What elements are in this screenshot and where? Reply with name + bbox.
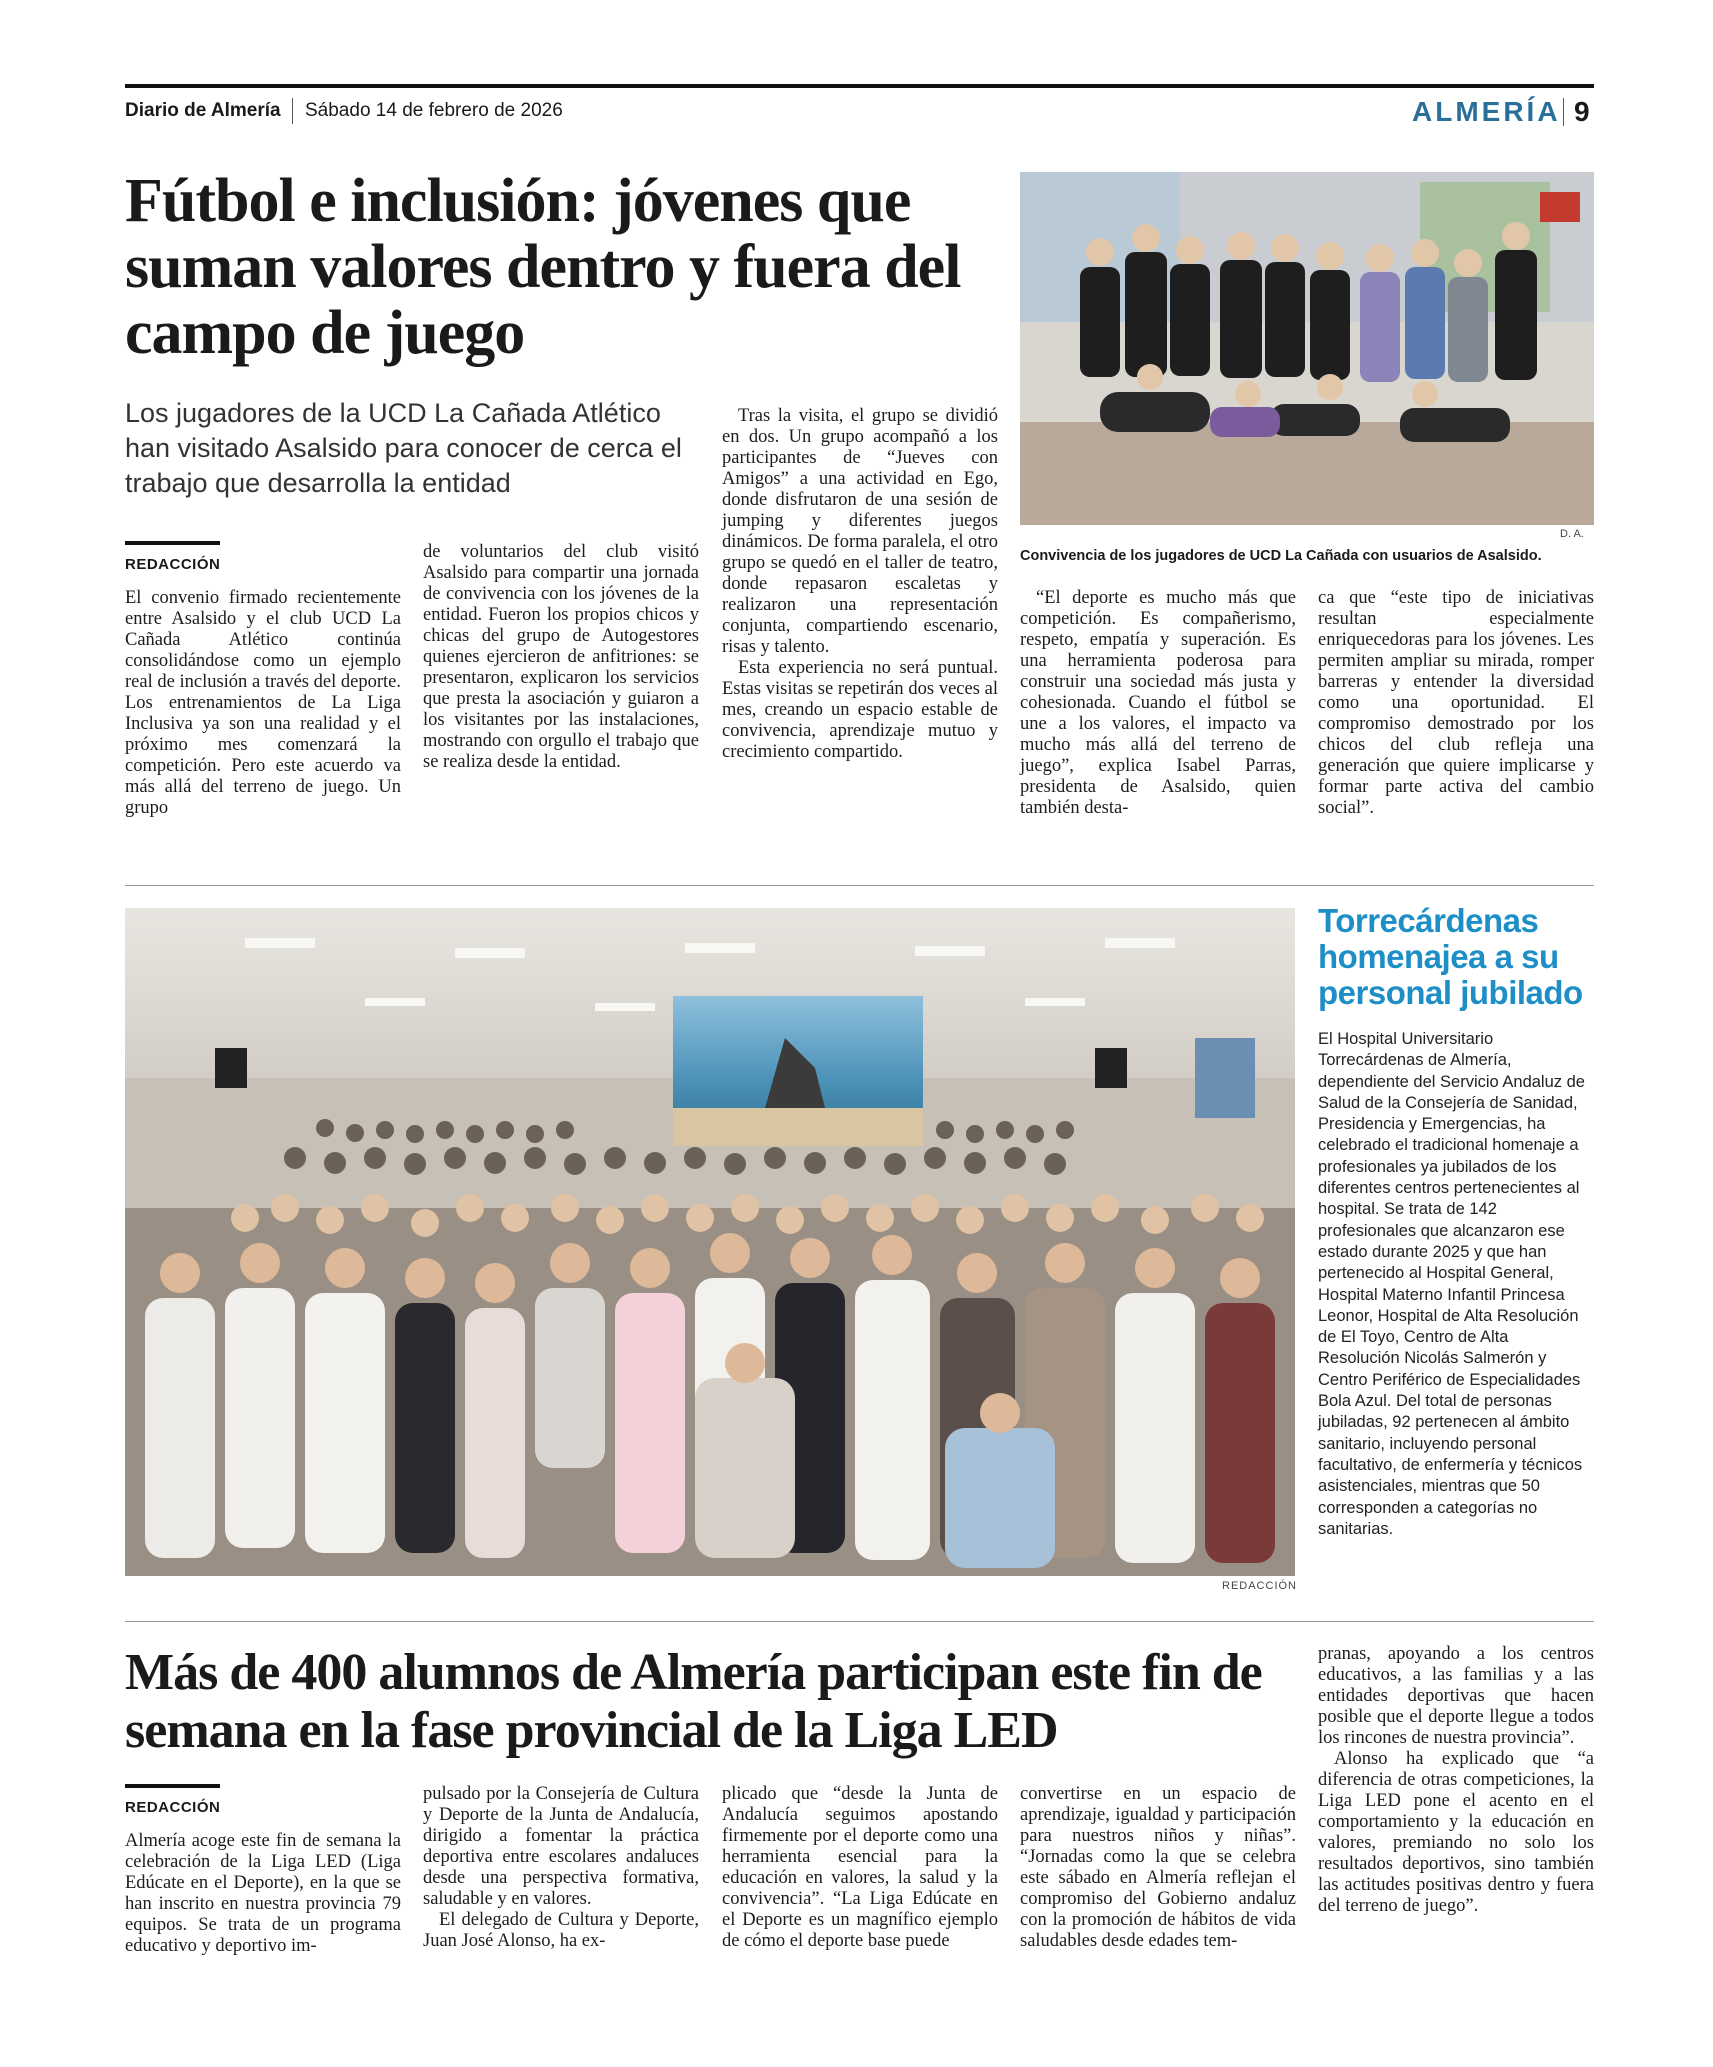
top-rule [125,84,1594,88]
article2-column-3 [722,1784,998,1952]
page-number: 9 [1574,96,1590,127]
article2-col5-para2: Alonso ha explicado que “a diferencia de otras competiciones, la Liga LED pone el acento en el comportamiento y la educación en valores, premiando no solo los resultados deportivos, sino también las actitudes positivas dentro y fuera del terreno de juego”. [1318,1749,1594,1916]
section-divider-2 [125,1621,1594,1622]
article2-column-1 [125,1831,401,1957]
sidebar-body: El Hospital Universitario Torrecárdenas de Almería, dependiente del Servicio Andaluz de Salud de la Consejería de Sanidad, Presidencia y Emergencias, ha celebrado el tradicional homenaje a profesionales ya jubilados de los diferentes centros pertenecientes al hospital. Se trata de 142 profesionales que alcanzaron ese estado durante 2025 y que han pertenecido al Hospital General, Hospital Materno Infantil Princesa Leonor, Hospital de Alta Resolución de El Toyo, Centro de Alta Resolución Nicolás Salmerón y Centro Periférico de Especialidades Bola Azul. Del total de personas jubiladas, 92 pertenecen al ámbito sanitario, incluyendo personal facultativo, de enfermería y técnicos asistenciales, mientras que 50 corresponden a categorías no sanitarias. [1318,1030,1585,1538]
article1-headline: Fútbol e inclusión: jóvenes que suman valores dentro y fuera del campo de juego [125,167,961,367]
article1-photo-credit: D. A. [1560,528,1584,540]
article2-column-2 [423,1784,699,1952]
article1-column-3 [722,406,998,763]
article1-photo-caption: Convivencia de los jugadores de UCD La Cañada con usuarios de Asalsido. [1020,548,1542,564]
auditorium-group-photo [125,908,1295,1576]
article1-col1-text: El convenio firmado recientemente entre Asalsido y el club UCD La Cañada Atlético continúa consolidándose como un ejemplo real de inclusión a través del deporte. Los entrenamientos de La Liga Inclusiva ya son una realidad y el próximo mes comenzará la competición. Pero este acuerdo va más allá del terreno de juego. Un grupo [125,588,401,818]
hospital-tribute-photo [125,908,1295,1576]
article2-col2-para1: pulsado por la Consejería de Cultura y Deporte de la Junta de Andalucía, dirigido a fomentar la práctica deportiva entre escolares andaluces desde una perspectiva formativa, saludable y en valores. [423,1784,699,1909]
article2-col2-para2: El delegado de Cultura y Deporte, Juan José Alonso, ha ex- [423,1910,699,1951]
article1-col2-text: de voluntarios del club visitó Asalsido para compartir una jornada de convivencia con los jóvenes de la entidad. Fueron los propios chicos y chicas del grupo de Autogestores quienes ejercieron de anfitriones: se presentaron, explicaron los servicios que presta la asociación y guiaron a los visitantes por las instalaciones, mostrando con orgullo el trabajo que se realiza desde la entidad. [423,542,699,772]
hospital-photo-credit: REDACCIÓN [1222,1580,1298,1592]
publication-date: Sábado 14 de febrero de 2026 [305,100,563,121]
article1-col5-text: ca que “este tipo de iniciativas resultan especialmente enriquecedoras para los jóvenes. Les permiten ampliar su mirada, romper barreras y entender la diversidad como una oportunidad. El compromiso demostrado por los chicos del club refleja una generación que quiere implicarse y formar parte activa del cambio social”. [1318,588,1594,818]
article2-column-4 [1020,1784,1296,1952]
section-divider [125,885,1594,886]
article1-column-1 [125,588,401,819]
section-name: ALMERÍA [1412,96,1561,127]
team-group-photo [1020,172,1594,525]
article2-byline-bar [125,1784,220,1788]
article2-column-5 [1318,1644,1594,1917]
article1-column-4 [1020,588,1296,819]
article1-photo [1020,172,1594,525]
article1-column-2 [423,542,699,773]
article2-col1-text: Almería acoge este fin de semana la celebración de la Liga LED (Liga Edúcate en el Deporte), en la que se han inscrito en nuestra provincia 79 equipos. Se trata de un programa educativo y deportivo im- [125,1831,401,1956]
article2-col5-para1: pranas, apoyando a los centros educativos, a las familias y a las entidades deportivas que hacen posible que el deporte llegue a todos los rincones de nuestra provincia”. [1318,1644,1594,1748]
article1-col3-para1: Tras la visita, el grupo se dividió en dos. Un grupo acompañó a los participantes de “Jueves con Amigos” a una actividad en Ego, donde disfrutaron de una sesión de jumping y diferentes juegos dinámicos. De forma paralela, el otro grupo se quedó en el taller de teatro, donde repasaron escaletas y realizaron una representación conjunta, compartiendo escenario, risas y talento. [722,406,998,657]
article1-byline-bar [125,541,220,545]
article2-col4-text: convertirse en un espacio de aprendizaje, igualdad y participación para nuestros niños y niñas”. “Jornadas como la que se celebra este sábado en Almería reflejan el compromiso del Gobierno andaluz con la promoción de hábitos de vida saludables desde edades tem- [1020,1784,1296,1951]
article1-col4-text: “El deporte es mucho más que competición. Es compañerismo, respeto, empatía y superación. Es una herramienta poderosa para construir una sociedad más justa y cohesionada. Cuando el fútbol se une a los valores, el impacto va mucho más allá del terreno de juego”, explica Isabel Parras, presidenta de Asalsido, quien también desta- [1020,588,1296,818]
article2-headline: Más de 400 alumnos de Almería participan este fin de semana en la fase provincial de la Liga LED [125,1644,1262,1759]
publication-name: Diario de Almería [125,100,281,121]
article1-column-5 [1318,588,1594,819]
article2-byline: REDACCIÓN [125,1799,221,1816]
article2-col3-text: plicado que “desde la Junta de Andalucía seguimos apostando firmemente por el deporte como una herramienta esencial para la educación en valores, la salud y la convivencia”. “La Liga Edúcate en el Deporte es un magnífico ejemplo de cómo el deporte base puede [722,1784,998,1951]
article1-subhead: Los jugadores de la UCD La Cañada Atlético han visitado Asalsido para conocer de cerca el trabajo que desarrolla la entidad [125,398,682,498]
article1-byline: REDACCIÓN [125,556,221,573]
masthead-separator [292,98,293,124]
sidebar-headline: Torrecárdenas homenajea a su personal jubilado [1318,902,1583,1011]
article1-col3-para2: Esta experiencia no será puntual. Estas visitas se repetirán dos veces al mes, creando un espacio estable de convivencia, aprendizaje mutuo y crecimiento compartido. [722,658,998,762]
section-separator [1563,98,1564,126]
